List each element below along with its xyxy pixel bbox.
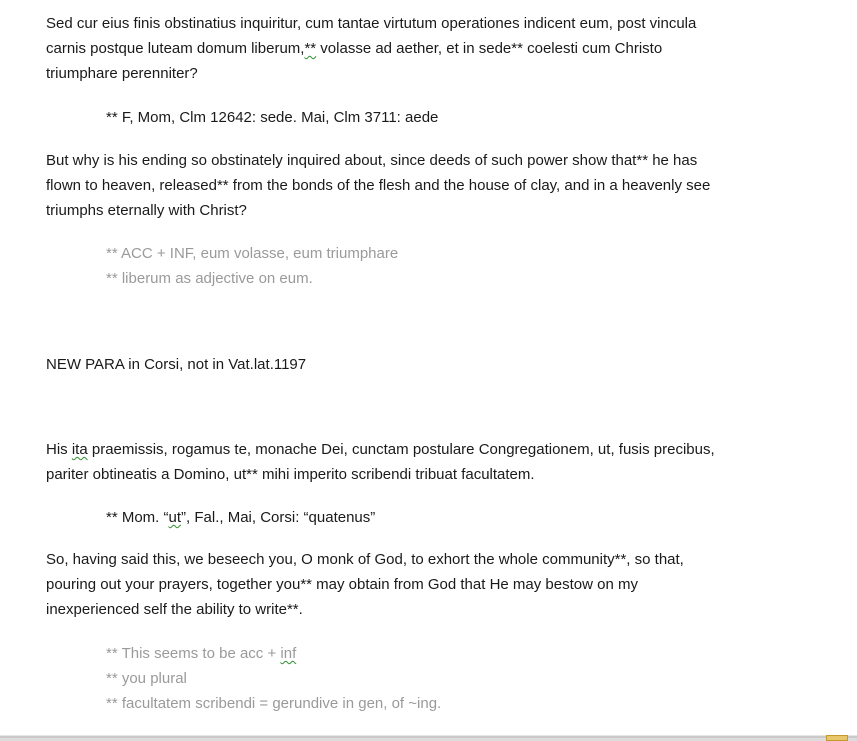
latin-2-line-1-c: praemissis, rogamus te, monache Dei, cunctam postulare Congregationem, ut, fusis precibus, <box>87 441 715 458</box>
comment-2-line-1-a: ** This seems to be acc + <box>106 645 281 662</box>
comment-2-line-1 <box>106 641 441 666</box>
english-1-line-2: flown to heaven, released** from the bonds of the flesh and the house of clay, and in a heavenly see <box>46 177 711 194</box>
latin-paragraph-2 <box>46 437 836 487</box>
comment-2-line-3: ** facultatem scribendi = gerundive in gen, of ~ing. <box>106 695 442 712</box>
status-bar-button[interactable] <box>826 735 848 741</box>
english-2-line-3: inexperienced self the ability to write**. <box>46 601 303 618</box>
latin-1-line-3: triumphare perenniter? <box>46 65 198 82</box>
comment-2 <box>106 641 441 716</box>
english-1-line-3: triumphs eternally with Christ? <box>46 202 247 219</box>
latin-1-line-2-flag: ** <box>304 40 317 57</box>
english-paragraph-1 <box>46 148 836 223</box>
footnote-2-a: ** Mom. “ <box>106 509 169 526</box>
latin-2-line-1-a: His <box>46 441 72 458</box>
english-2-line-2: pouring out your prayers, together you** may obtain from God that He may bestow on my <box>46 576 638 593</box>
latin-paragraph-1 <box>46 11 836 86</box>
latin-2-line-2: pariter obtineatis a Domino, ut** mihi imperito scribendi tribuat facultatem. <box>46 466 535 483</box>
new-para-note: NEW PARA in Corsi, not in Vat.lat.1197 <box>46 356 307 373</box>
english-paragraph-2 <box>46 547 836 622</box>
comment-1-line-2: ** liberum as adjective on eum. <box>106 270 313 287</box>
footnote-2 <box>106 505 375 530</box>
comment-2-word-inf: inf <box>280 645 297 662</box>
comment-1 <box>106 241 398 291</box>
english-1-line-1: But why is his ending so obstinately inquired about, since deeds of such power show that** he has <box>46 152 698 169</box>
latin-2-line-1 <box>46 437 836 462</box>
latin-1-line-1: Sed cur eius finis obstinatius inquiritur, cum tantae virtutum operationes indicent eum, post vincula <box>46 15 697 32</box>
footnote-1: ** F, Mom, Clm 12642: sede. Mai, Clm 3711: aede <box>106 109 439 126</box>
comment-2-line-2: ** you plural <box>106 670 187 687</box>
footnote-2-word-ut: ut <box>168 509 182 526</box>
latin-1-line-2 <box>46 36 836 61</box>
latin-1-line-2-a: carnis postque luteam domum liberum, <box>46 40 305 57</box>
footnote-2-c: ”, Fal., Mai, Corsi: “quatenus” <box>181 509 376 526</box>
latin-1-line-2-c: volasse ad aether, et in sede** coelesti cum Christo <box>316 40 663 57</box>
comment-1-line-1: ** ACC + INF, eum volasse, eum triumphare <box>106 245 399 262</box>
english-2-line-1: So, having said this, we beseech you, O monk of God, to exhort the whole community**, so that, <box>46 551 684 568</box>
latin-2-word-ita: ita <box>71 441 88 458</box>
